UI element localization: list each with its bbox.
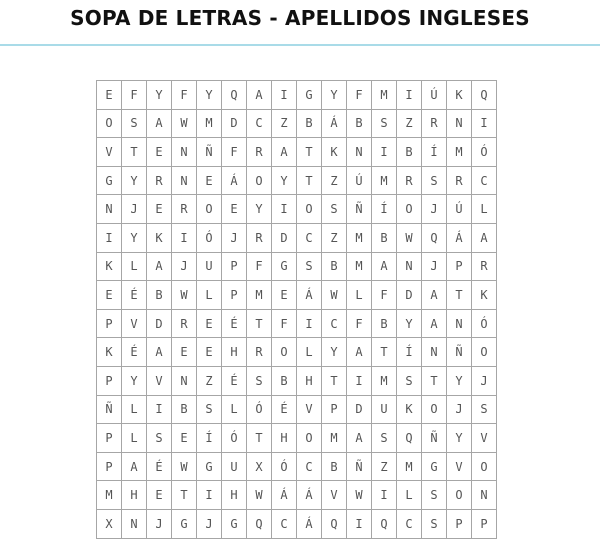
grid-cell[interactable]: Ñ — [422, 424, 447, 453]
grid-cell[interactable]: D — [147, 309, 172, 338]
grid-cell[interactable]: C — [472, 166, 497, 195]
grid-cell[interactable]: G — [222, 509, 247, 538]
grid-cell[interactable]: S — [322, 195, 347, 224]
grid-cell[interactable]: A — [247, 81, 272, 110]
grid-cell[interactable]: P — [447, 252, 472, 281]
grid-cell[interactable]: O — [472, 338, 497, 367]
grid-cell[interactable]: Í — [397, 338, 422, 367]
grid-cell[interactable]: V — [472, 424, 497, 453]
grid-cell[interactable]: T — [422, 366, 447, 395]
grid-cell[interactable]: A — [147, 338, 172, 367]
grid-cell[interactable]: I — [172, 223, 197, 252]
grid-cell[interactable]: K — [97, 252, 122, 281]
grid-cell[interactable]: N — [472, 481, 497, 510]
grid-cell[interactable]: Y — [322, 81, 347, 110]
grid-cell[interactable]: T — [172, 481, 197, 510]
grid-cell[interactable]: I — [197, 481, 222, 510]
grid-cell[interactable]: Ó — [222, 424, 247, 453]
grid-cell[interactable]: Q — [422, 223, 447, 252]
grid-cell[interactable]: T — [297, 138, 322, 167]
grid-cell[interactable]: V — [447, 452, 472, 481]
grid-cell[interactable]: W — [172, 281, 197, 310]
word-search-grid — [96, 80, 497, 539]
grid-row — [97, 395, 497, 424]
grid-cell[interactable]: Z — [322, 166, 347, 195]
page-title: SOPA DE LETRAS - APELLIDOS INGLESES — [70, 6, 530, 30]
grid-cell[interactable]: R — [472, 252, 497, 281]
grid-cell[interactable]: I — [397, 81, 422, 110]
grid-cell[interactable]: Ú — [422, 81, 447, 110]
grid-row — [97, 81, 497, 110]
grid-cell[interactable]: Q — [397, 424, 422, 453]
grid-cell[interactable]: C — [322, 309, 347, 338]
grid-cell[interactable]: Y — [447, 424, 472, 453]
grid-cell[interactable]: B — [347, 109, 372, 138]
grid-cell[interactable]: I — [347, 509, 372, 538]
grid-cell[interactable]: A — [422, 309, 447, 338]
grid-cell[interactable]: S — [147, 424, 172, 453]
grid-cell[interactable]: Z — [372, 452, 397, 481]
grid-cell[interactable]: F — [347, 81, 372, 110]
grid-cell[interactable]: C — [247, 109, 272, 138]
grid-cell[interactable]: A — [272, 138, 297, 167]
grid-cell[interactable]: Í — [197, 424, 222, 453]
grid-cell[interactable]: G — [197, 452, 222, 481]
grid-cell[interactable]: D — [222, 109, 247, 138]
grid-cell[interactable]: Ú — [447, 195, 472, 224]
grid-cell[interactable]: E — [197, 166, 222, 195]
grid-cell[interactable]: Ó — [247, 395, 272, 424]
grid-cell[interactable]: I — [272, 81, 297, 110]
grid-cell[interactable]: É — [222, 366, 247, 395]
grid-cell[interactable]: R — [422, 109, 447, 138]
grid-cell[interactable]: Ñ — [197, 138, 222, 167]
grid-cell[interactable]: J — [422, 195, 447, 224]
grid-cell[interactable]: R — [447, 166, 472, 195]
grid-cell[interactable]: E — [147, 138, 172, 167]
grid-cell[interactable]: Ó — [472, 138, 497, 167]
grid-cell[interactable]: Q — [472, 81, 497, 110]
grid-cell[interactable]: L — [297, 338, 322, 367]
grid-cell[interactable]: B — [397, 138, 422, 167]
grid-cell[interactable]: E — [197, 338, 222, 367]
grid-cell[interactable]: E — [172, 338, 197, 367]
grid-cell[interactable]: T — [247, 424, 272, 453]
grid-cell[interactable]: W — [322, 281, 347, 310]
grid-cell[interactable]: E — [197, 309, 222, 338]
grid-cell[interactable]: Á — [297, 481, 322, 510]
grid-cell[interactable]: R — [247, 338, 272, 367]
grid-cell[interactable]: P — [222, 281, 247, 310]
grid-cell[interactable]: Q — [222, 81, 247, 110]
grid-cell[interactable]: Ñ — [447, 338, 472, 367]
grid-cell[interactable]: W — [172, 452, 197, 481]
grid-cell[interactable]: Ó — [197, 223, 222, 252]
grid-cell[interactable]: M — [197, 109, 222, 138]
grid-cell[interactable]: W — [397, 223, 422, 252]
grid-cell[interactable]: K — [322, 138, 347, 167]
grid-cell[interactable]: N — [172, 166, 197, 195]
grid-cell[interactable]: P — [97, 309, 122, 338]
grid-cell[interactable]: B — [147, 281, 172, 310]
grid-cell[interactable]: J — [122, 195, 147, 224]
grid-row — [97, 452, 497, 481]
grid-cell[interactable]: A — [472, 223, 497, 252]
grid-cell[interactable]: Ñ — [347, 195, 372, 224]
grid-cell[interactable]: O — [472, 452, 497, 481]
grid-cell[interactable]: Í — [422, 138, 447, 167]
grid-cell[interactable]: R — [172, 309, 197, 338]
grid-cell[interactable]: N — [97, 195, 122, 224]
grid-cell[interactable]: C — [397, 509, 422, 538]
title-divider — [0, 44, 600, 46]
grid-cell[interactable]: S — [397, 366, 422, 395]
grid-cell[interactable]: E — [147, 195, 172, 224]
grid-cell[interactable]: L — [347, 281, 372, 310]
grid-cell[interactable]: E — [97, 281, 122, 310]
grid-cell[interactable]: O — [97, 109, 122, 138]
grid-cell[interactable]: U — [197, 252, 222, 281]
grid-cell[interactable]: Y — [122, 166, 147, 195]
grid-cell[interactable]: V — [322, 481, 347, 510]
grid-cell[interactable]: J — [147, 509, 172, 538]
grid-cell[interactable]: P — [97, 424, 122, 453]
grid-cell[interactable]: H — [297, 366, 322, 395]
grid-cell[interactable]: H — [272, 424, 297, 453]
grid-cell[interactable]: S — [247, 366, 272, 395]
grid-cell[interactable]: T — [247, 309, 272, 338]
grid-cell[interactable]: V — [97, 138, 122, 167]
grid-cell[interactable]: Á — [222, 166, 247, 195]
grid-cell[interactable]: G — [97, 166, 122, 195]
grid-cell[interactable]: J — [447, 395, 472, 424]
grid-cell[interactable]: T — [372, 338, 397, 367]
grid-cell[interactable]: B — [297, 109, 322, 138]
grid-cell[interactable]: N — [172, 366, 197, 395]
grid-cell[interactable]: O — [247, 166, 272, 195]
grid-cell[interactable]: N — [447, 309, 472, 338]
grid-cell[interactable]: Z — [397, 109, 422, 138]
grid-cell[interactable]: N — [397, 252, 422, 281]
grid-cell[interactable]: Y — [247, 195, 272, 224]
grid-cell[interactable]: J — [472, 366, 497, 395]
grid-cell[interactable]: W — [172, 109, 197, 138]
grid-cell[interactable]: Y — [147, 81, 172, 110]
grid-cell[interactable]: I — [372, 481, 397, 510]
grid-row — [97, 424, 497, 453]
grid-cell[interactable]: M — [372, 366, 397, 395]
grid-cell[interactable]: B — [322, 252, 347, 281]
grid-cell[interactable]: C — [272, 509, 297, 538]
grid-row — [97, 138, 497, 167]
grid-cell[interactable]: P — [97, 452, 122, 481]
grid-cell[interactable]: L — [397, 481, 422, 510]
grid-cell[interactable]: M — [372, 166, 397, 195]
grid-cell[interactable]: É — [222, 309, 247, 338]
grid-cell[interactable]: B — [272, 366, 297, 395]
grid-cell[interactable]: F — [347, 309, 372, 338]
grid-cell[interactable]: I — [347, 366, 372, 395]
grid-cell[interactable]: P — [472, 509, 497, 538]
grid-cell[interactable]: O — [297, 424, 322, 453]
grid-cell[interactable]: Q — [322, 509, 347, 538]
grid-cell[interactable]: Y — [397, 309, 422, 338]
grid-cell[interactable]: Á — [272, 481, 297, 510]
grid-row — [97, 166, 497, 195]
grid-cell[interactable]: T — [122, 138, 147, 167]
grid-cell[interactable]: M — [372, 81, 397, 110]
grid-cell[interactable]: Z — [322, 223, 347, 252]
grid-cell[interactable]: A — [122, 452, 147, 481]
grid-row — [97, 223, 497, 252]
grid-cell[interactable]: P — [322, 395, 347, 424]
grid-cell[interactable]: J — [197, 509, 222, 538]
grid-cell[interactable]: P — [222, 252, 247, 281]
grid-cell[interactable]: S — [197, 395, 222, 424]
grid-cell[interactable]: V — [147, 366, 172, 395]
grid-cell[interactable]: N — [447, 109, 472, 138]
grid-cell[interactable]: A — [422, 281, 447, 310]
grid-cell[interactable]: S — [472, 395, 497, 424]
grid-cell[interactable]: J — [422, 252, 447, 281]
grid-cell[interactable]: S — [122, 109, 147, 138]
grid-cell[interactable]: A — [147, 109, 172, 138]
grid-cell[interactable]: L — [472, 195, 497, 224]
grid-cell[interactable]: É — [122, 338, 147, 367]
grid-cell[interactable]: D — [397, 281, 422, 310]
grid-cell[interactable]: Á — [447, 223, 472, 252]
grid-cell[interactable]: É — [147, 452, 172, 481]
grid-cell[interactable]: Q — [372, 509, 397, 538]
grid-cell[interactable]: S — [297, 252, 322, 281]
grid-row — [97, 195, 497, 224]
grid-cell[interactable]: S — [422, 481, 447, 510]
grid-row — [97, 309, 497, 338]
grid-cell[interactable]: R — [247, 138, 272, 167]
grid-cell[interactable]: O — [197, 195, 222, 224]
grid-cell[interactable]: E — [147, 481, 172, 510]
grid-cell[interactable]: I — [272, 195, 297, 224]
grid-cell[interactable]: W — [247, 481, 272, 510]
grid-cell[interactable]: R — [172, 195, 197, 224]
grid-cell[interactable]: S — [372, 109, 397, 138]
grid-cell[interactable]: Y — [272, 166, 297, 195]
grid-cell[interactable]: Ó — [472, 309, 497, 338]
grid-cell[interactable]: O — [272, 338, 297, 367]
grid-cell[interactable]: H — [222, 481, 247, 510]
grid-cell[interactable]: Z — [197, 366, 222, 395]
grid-row — [97, 109, 497, 138]
grid-cell[interactable]: Y — [122, 366, 147, 395]
grid-cell[interactable]: Ó — [272, 452, 297, 481]
grid-cell[interactable]: Y — [122, 223, 147, 252]
grid-cell[interactable]: B — [322, 452, 347, 481]
grid-cell[interactable]: B — [372, 309, 397, 338]
grid-cell[interactable]: M — [97, 481, 122, 510]
grid-cell[interactable]: R — [147, 166, 172, 195]
grid-cell[interactable]: I — [97, 223, 122, 252]
grid-cell[interactable]: F — [172, 81, 197, 110]
grid-cell[interactable]: T — [447, 281, 472, 310]
grid-cell[interactable]: É — [272, 395, 297, 424]
grid-cell[interactable]: X — [97, 509, 122, 538]
grid-cell[interactable]: Ñ — [97, 395, 122, 424]
grid-cell[interactable]: S — [422, 166, 447, 195]
grid-cell[interactable]: F — [247, 252, 272, 281]
grid-row — [97, 281, 497, 310]
grid-cell[interactable]: F — [122, 81, 147, 110]
grid-cell[interactable]: A — [147, 252, 172, 281]
grid-cell[interactable]: H — [122, 481, 147, 510]
grid-cell[interactable]: K — [147, 223, 172, 252]
grid-cell[interactable]: O — [422, 395, 447, 424]
grid-cell[interactable]: O — [297, 195, 322, 224]
grid-cell[interactable]: M — [397, 452, 422, 481]
grid-cell[interactable]: D — [272, 223, 297, 252]
grid-cell[interactable]: P — [447, 509, 472, 538]
grid-cell[interactable]: L — [222, 395, 247, 424]
grid-cell[interactable]: V — [297, 395, 322, 424]
grid-cell[interactable]: O — [447, 481, 472, 510]
grid-cell[interactable]: G — [422, 452, 447, 481]
grid-cell[interactable]: S — [422, 509, 447, 538]
grid-cell[interactable]: W — [347, 481, 372, 510]
grid-cell[interactable]: Á — [297, 281, 322, 310]
grid-cell[interactable]: Y — [197, 81, 222, 110]
grid-row — [97, 509, 497, 538]
grid-cell[interactable]: S — [372, 424, 397, 453]
grid-cell[interactable]: J — [172, 252, 197, 281]
grid-cell[interactable]: N — [422, 338, 447, 367]
grid-cell[interactable]: D — [347, 395, 372, 424]
grid-body — [97, 81, 497, 539]
grid-cell[interactable]: I — [472, 109, 497, 138]
grid-cell[interactable]: E — [272, 281, 297, 310]
grid-cell[interactable]: M — [322, 424, 347, 453]
grid-cell[interactable]: A — [347, 424, 372, 453]
grid-cell[interactable]: V — [122, 309, 147, 338]
grid-cell[interactable]: Á — [297, 509, 322, 538]
grid-cell[interactable]: É — [122, 281, 147, 310]
grid-cell[interactable]: B — [372, 223, 397, 252]
grid-cell[interactable]: C — [297, 223, 322, 252]
grid-cell[interactable]: I — [147, 395, 172, 424]
grid-cell[interactable]: C — [297, 452, 322, 481]
grid-cell[interactable]: M — [347, 223, 372, 252]
grid-cell[interactable]: F — [272, 309, 297, 338]
grid-cell[interactable]: I — [372, 138, 397, 167]
grid-cell[interactable]: L — [122, 395, 147, 424]
grid-cell[interactable]: A — [372, 252, 397, 281]
grid-cell[interactable]: K — [397, 395, 422, 424]
grid-cell[interactable]: U — [372, 395, 397, 424]
grid-cell[interactable]: G — [172, 509, 197, 538]
grid-cell[interactable]: T — [322, 366, 347, 395]
grid-cell[interactable]: N — [122, 509, 147, 538]
grid-row — [97, 366, 497, 395]
grid-cell[interactable]: N — [347, 138, 372, 167]
grid-cell[interactable]: H — [222, 338, 247, 367]
grid-cell[interactable]: E — [222, 195, 247, 224]
grid-cell[interactable]: A — [347, 338, 372, 367]
grid-cell[interactable]: Á — [322, 109, 347, 138]
grid-cell[interactable]: G — [297, 81, 322, 110]
grid-cell[interactable]: G — [272, 252, 297, 281]
grid-cell[interactable]: Z — [272, 109, 297, 138]
grid-row — [97, 338, 497, 367]
grid-cell[interactable]: O — [397, 195, 422, 224]
grid-cell[interactable]: K — [472, 281, 497, 310]
grid-cell[interactable]: J — [222, 223, 247, 252]
grid-cell[interactable]: Y — [447, 366, 472, 395]
grid-cell[interactable]: R — [247, 223, 272, 252]
grid-cell[interactable]: K — [447, 81, 472, 110]
grid-row — [97, 481, 497, 510]
grid-cell[interactable]: M — [347, 252, 372, 281]
grid-cell[interactable]: N — [172, 138, 197, 167]
grid-cell[interactable]: Í — [372, 195, 397, 224]
grid-cell[interactable]: E — [172, 424, 197, 453]
grid-cell[interactable]: B — [172, 395, 197, 424]
grid-cell[interactable]: K — [97, 338, 122, 367]
grid-row — [97, 252, 497, 281]
grid-cell[interactable]: X — [247, 452, 272, 481]
grid-cell[interactable]: E — [97, 81, 122, 110]
grid-cell[interactable]: M — [447, 138, 472, 167]
grid-cell[interactable]: I — [297, 309, 322, 338]
grid-cell[interactable]: R — [397, 166, 422, 195]
grid-cell[interactable]: L — [122, 252, 147, 281]
grid-cell[interactable]: F — [372, 281, 397, 310]
grid-cell[interactable]: Q — [247, 509, 272, 538]
grid-cell[interactable]: Ú — [347, 166, 372, 195]
grid-cell[interactable]: Ñ — [347, 452, 372, 481]
grid-cell[interactable]: L — [197, 281, 222, 310]
grid-cell[interactable]: U — [222, 452, 247, 481]
grid-cell[interactable]: T — [297, 166, 322, 195]
grid-cell[interactable]: M — [247, 281, 272, 310]
grid-cell[interactable]: L — [122, 424, 147, 453]
grid-cell[interactable]: F — [222, 138, 247, 167]
grid-cell[interactable]: Y — [322, 338, 347, 367]
grid-cell[interactable]: P — [97, 366, 122, 395]
